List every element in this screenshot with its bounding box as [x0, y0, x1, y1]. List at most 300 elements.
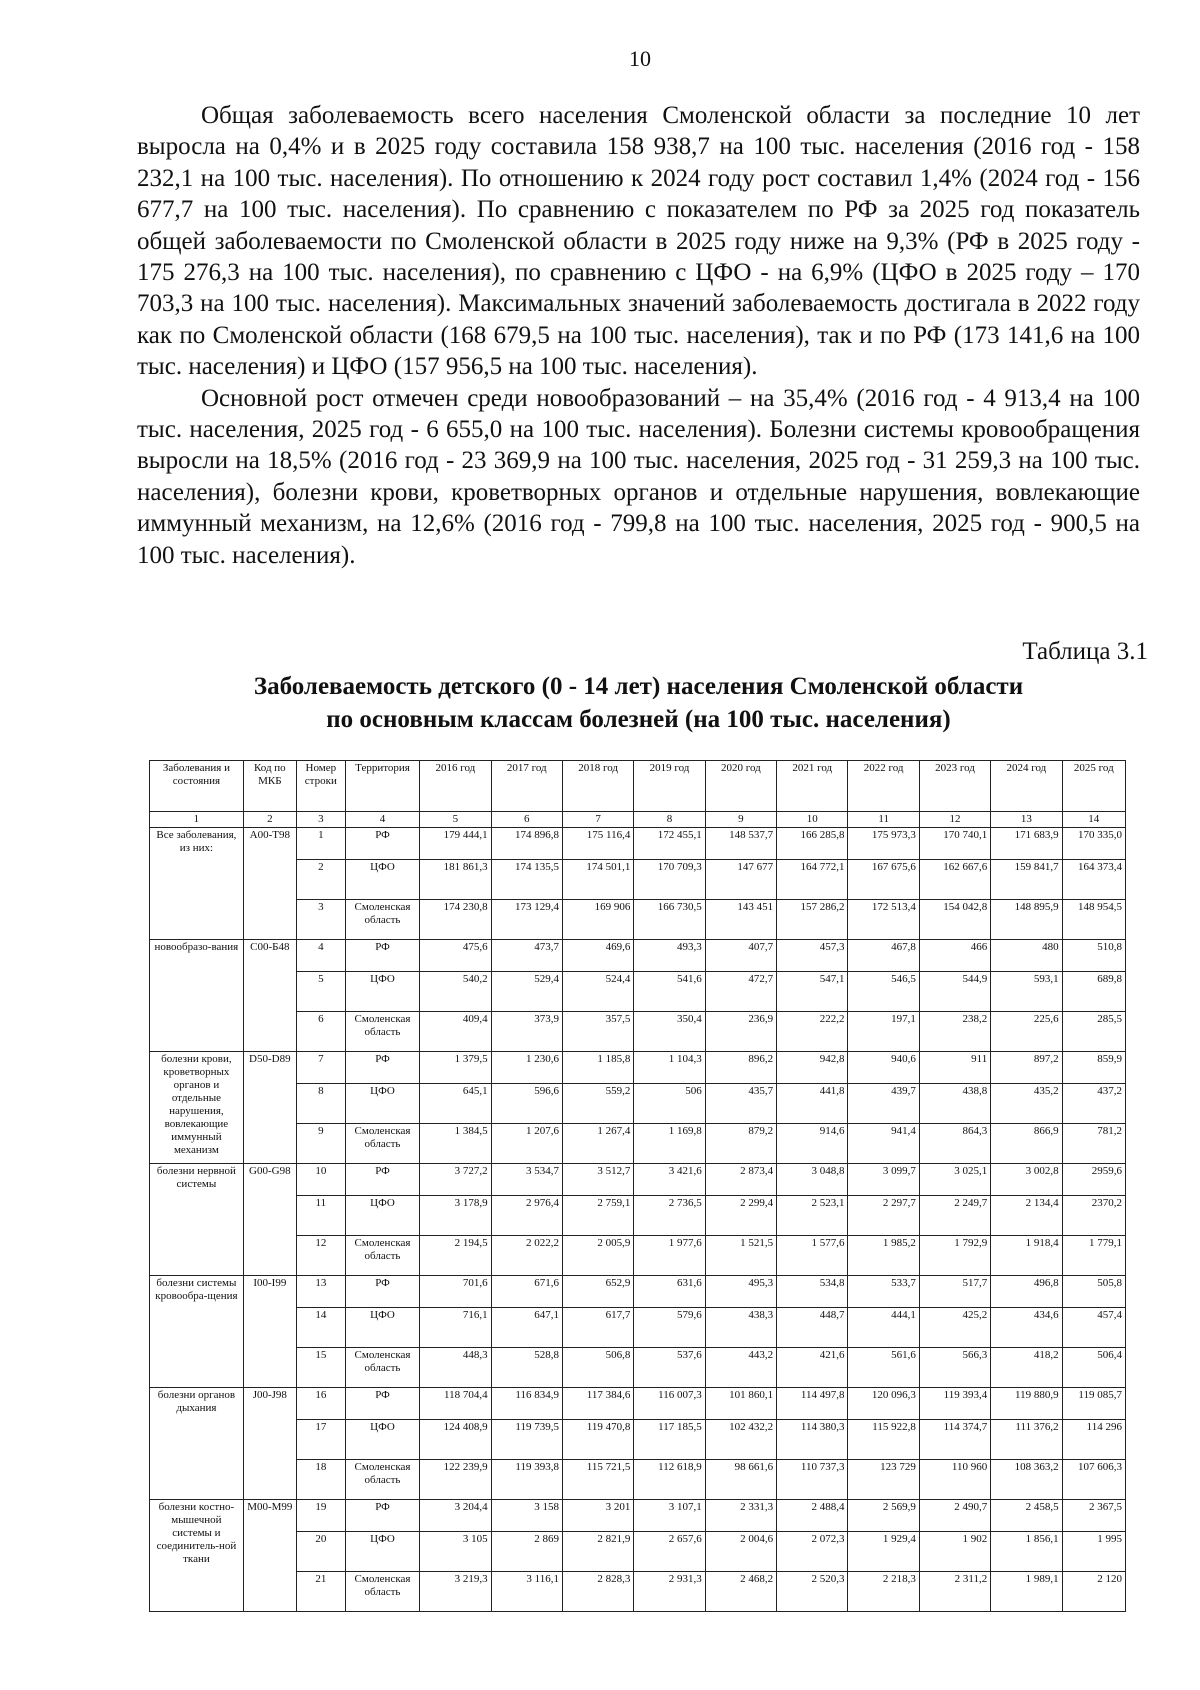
value-cell: 596,6: [491, 1084, 562, 1124]
value-cell: 2 873,4: [705, 1164, 776, 1196]
value-cell: 496,8: [991, 1276, 1062, 1308]
value-cell: 435,2: [991, 1084, 1062, 1124]
value-cell: 537,6: [634, 1348, 705, 1388]
value-cell: 528,8: [491, 1348, 562, 1388]
territory-cell: ЦФО: [345, 1420, 419, 1460]
value-cell: 540,2: [420, 972, 491, 1012]
value-cell: 170 740,1: [919, 828, 990, 860]
column-header: 2023 год: [919, 761, 990, 812]
value-cell: 197,1: [848, 1012, 919, 1052]
value-cell: 911: [919, 1052, 990, 1084]
value-cell: 1 779,1: [1062, 1236, 1125, 1276]
value-cell: 544,9: [919, 972, 990, 1012]
value-cell: 2 249,7: [919, 1196, 990, 1236]
table-title-line: по основным классам болезней (на 100 тыс. населения): [326, 706, 951, 733]
territory-cell: ЦФО: [345, 860, 419, 900]
value-cell: 914,6: [777, 1124, 848, 1164]
value-cell: 2 468,2: [705, 1572, 776, 1612]
value-cell: 617,7: [562, 1308, 633, 1348]
value-cell: 119 393,4: [919, 1388, 990, 1420]
column-header: Заболевания и состояния: [150, 761, 244, 812]
value-cell: 3 099,7: [848, 1164, 919, 1196]
value-cell: 896,2: [705, 1052, 776, 1084]
value-cell: 124 408,9: [420, 1420, 491, 1460]
value-cell: 2 311,2: [919, 1572, 990, 1612]
value-cell: 285,5: [1062, 1012, 1125, 1052]
territory-cell: Смоленская область: [345, 1124, 419, 1164]
table-row: [150, 1052, 1126, 1084]
value-cell: 122 239,9: [420, 1460, 491, 1500]
value-cell: 1 989,1: [991, 1572, 1062, 1612]
value-cell: 2 821,9: [562, 1532, 633, 1572]
value-cell: 174 896,8: [491, 828, 562, 860]
value-cell: 435,7: [705, 1084, 776, 1124]
table-title: [137, 670, 1140, 736]
row-number-cell: 16: [296, 1388, 345, 1420]
column-number: 12: [919, 812, 990, 828]
column-number: 11: [848, 812, 919, 828]
value-cell: 119 880,9: [991, 1388, 1062, 1420]
table-header-row: [150, 761, 1126, 812]
value-cell: 409,4: [420, 1012, 491, 1052]
value-cell: 3 116,1: [491, 1572, 562, 1612]
value-cell: 864,3: [919, 1124, 990, 1164]
column-header: Номер строки: [296, 761, 345, 812]
value-cell: 114 380,3: [777, 1420, 848, 1460]
value-cell: 3 219,3: [420, 1572, 491, 1612]
value-cell: 448,7: [777, 1308, 848, 1348]
value-cell: 457,3: [777, 940, 848, 972]
value-cell: 3 534,7: [491, 1164, 562, 1196]
value-cell: 472,7: [705, 972, 776, 1012]
column-number-row: [150, 812, 1126, 828]
column-number: 8: [634, 812, 705, 828]
value-cell: 879,2: [705, 1124, 776, 1164]
value-cell: 117 384,6: [562, 1388, 633, 1420]
disease-cell: болезни нервной системы: [150, 1164, 244, 1276]
disease-cell: болезни органов дыхания: [150, 1388, 244, 1500]
value-cell: 1 929,4: [848, 1532, 919, 1572]
row-number-cell: 3: [296, 900, 345, 940]
value-cell: 112 618,9: [634, 1460, 705, 1500]
row-number-cell: 14: [296, 1308, 345, 1348]
value-cell: 1 267,4: [562, 1124, 633, 1164]
column-number: 5: [420, 812, 491, 828]
value-cell: 438,8: [919, 1084, 990, 1124]
column-number: 4: [345, 812, 419, 828]
value-cell: 3 178,9: [420, 1196, 491, 1236]
value-cell: 148 895,9: [991, 900, 1062, 940]
table-row: [150, 1420, 1126, 1460]
value-cell: 2 657,6: [634, 1532, 705, 1572]
table-row: [150, 1308, 1126, 1348]
value-cell: 167 675,6: [848, 860, 919, 900]
row-number-cell: 19: [296, 1500, 345, 1532]
value-cell: 3 727,2: [420, 1164, 491, 1196]
row-number-cell: 20: [296, 1532, 345, 1572]
value-cell: 561,6: [848, 1348, 919, 1388]
territory-cell: РФ: [345, 1052, 419, 1084]
value-cell: 3 421,6: [634, 1164, 705, 1196]
value-cell: 110 737,3: [777, 1460, 848, 1500]
territory-cell: РФ: [345, 1276, 419, 1308]
territory-cell: ЦФО: [345, 972, 419, 1012]
value-cell: 166 285,8: [777, 828, 848, 860]
disease-cell: болезни костно-мышечной системы и соединитель-ной ткани: [150, 1500, 244, 1612]
icd-code-cell: M00-M99: [243, 1500, 296, 1612]
column-header: Территория: [345, 761, 419, 812]
icd-code-cell: С00-Б48: [243, 940, 296, 1052]
value-cell: 1 577,6: [777, 1236, 848, 1276]
value-cell: 373,9: [491, 1012, 562, 1052]
value-cell: 1 985,2: [848, 1236, 919, 1276]
disease-cell: болезни крови, кроветворных органов и отдельные нарушения, вовлекающие иммунный механизм: [150, 1052, 244, 1164]
value-cell: 171 683,9: [991, 828, 1062, 860]
table-row: [150, 828, 1126, 860]
value-cell: 159 841,7: [991, 860, 1062, 900]
row-number-cell: 21: [296, 1572, 345, 1612]
value-cell: 1 104,3: [634, 1052, 705, 1084]
value-cell: 111 376,2: [991, 1420, 1062, 1460]
column-header: 2016 год: [420, 761, 491, 812]
value-cell: 434,6: [991, 1308, 1062, 1348]
value-cell: 546,5: [848, 972, 919, 1012]
value-cell: 118 704,4: [420, 1388, 491, 1420]
value-cell: 421,6: [777, 1348, 848, 1388]
value-cell: 866,9: [991, 1124, 1062, 1164]
value-cell: 1 521,5: [705, 1236, 776, 1276]
value-cell: 116 834,9: [491, 1388, 562, 1420]
disease-cell: болезни системы кровообра-щения: [150, 1276, 244, 1388]
row-number-cell: 15: [296, 1348, 345, 1388]
value-cell: 181 861,3: [420, 860, 491, 900]
row-number-cell: 5: [296, 972, 345, 1012]
value-cell: 107 606,3: [1062, 1460, 1125, 1500]
paragraph: Основной рост отмечен среди новообразований – на 35,4% (2016 год - 4 913,4 на 100 тыс. населения, 2025 год - 6 655,0 на 100 тыс. населения). Болезни системы кровообращения выросли на 18,5% (2016 год - 23 369,9 на 100 тыс. населения, 2025 год - 31 259,3 на 100 тыс. населения), болезни крови, кроветворных органов и отдельные нарушения, вовлекающие иммунный механизм, на 12,6% (2016 год - 799,8 на 100 тыс. населения, 2025 год - 900,5 на 100 тыс. населения).: [137, 384, 1140, 569]
value-cell: 2 134,4: [991, 1196, 1062, 1236]
value-cell: 1 995: [1062, 1532, 1125, 1572]
value-cell: 506,8: [562, 1348, 633, 1388]
value-cell: 2 299,4: [705, 1196, 776, 1236]
value-cell: 2 022,2: [491, 1236, 562, 1276]
row-number-cell: 11: [296, 1196, 345, 1236]
column-number: 9: [705, 812, 776, 828]
value-cell: 2 367,5: [1062, 1500, 1125, 1532]
column-number: 2: [243, 812, 296, 828]
value-cell: 1 185,8: [562, 1052, 633, 1084]
value-cell: 1 169,8: [634, 1124, 705, 1164]
territory-cell: Смоленская область: [345, 1012, 419, 1052]
value-cell: 645,1: [420, 1084, 491, 1124]
territory-cell: ЦФО: [345, 1308, 419, 1348]
column-number: 6: [491, 812, 562, 828]
column-header: 2022 год: [848, 761, 919, 812]
value-cell: 117 185,5: [634, 1420, 705, 1460]
value-cell: 941,4: [848, 1124, 919, 1164]
value-cell: 2 569,9: [848, 1500, 919, 1532]
value-cell: 547,1: [777, 972, 848, 1012]
value-cell: 143 451: [705, 900, 776, 940]
table-row: [150, 1500, 1126, 1532]
value-cell: 701,6: [420, 1276, 491, 1308]
value-cell: 157 286,2: [777, 900, 848, 940]
territory-cell: Смоленская область: [345, 1348, 419, 1388]
value-cell: 444,1: [848, 1308, 919, 1348]
table-row: [150, 1164, 1126, 1196]
value-cell: 172 455,1: [634, 828, 705, 860]
icd-code-cell: J00-J98: [243, 1388, 296, 1500]
row-number-cell: 10: [296, 1164, 345, 1196]
value-cell: 529,4: [491, 972, 562, 1012]
territory-cell: ЦФО: [345, 1084, 419, 1124]
value-cell: 357,5: [562, 1012, 633, 1052]
value-cell: 495,3: [705, 1276, 776, 1308]
disease-cell: Все заболевания, из них:: [150, 828, 244, 940]
territory-cell: ЦФО: [345, 1532, 419, 1572]
value-cell: 170 335,0: [1062, 828, 1125, 860]
value-cell: 1 902: [919, 1532, 990, 1572]
value-cell: 147 677: [705, 860, 776, 900]
value-cell: 2370,2: [1062, 1196, 1125, 1236]
value-cell: 859,9: [1062, 1052, 1125, 1084]
column-header: 2025 год: [1062, 761, 1125, 812]
value-cell: 110 960: [919, 1460, 990, 1500]
value-cell: 443,2: [705, 1348, 776, 1388]
value-cell: 647,1: [491, 1308, 562, 1348]
value-cell: 942,8: [777, 1052, 848, 1084]
row-number-cell: 8: [296, 1084, 345, 1124]
column-header: Код по МКБ: [243, 761, 296, 812]
value-cell: 162 667,6: [919, 860, 990, 900]
value-cell: 1 230,6: [491, 1052, 562, 1084]
value-cell: 517,7: [919, 1276, 990, 1308]
table-label: Таблица 3.1: [1022, 638, 1148, 665]
value-cell: 2 828,3: [562, 1572, 633, 1612]
value-cell: 2 331,3: [705, 1500, 776, 1532]
value-cell: 781,2: [1062, 1124, 1125, 1164]
value-cell: 457,4: [1062, 1308, 1125, 1348]
value-cell: 505,8: [1062, 1276, 1125, 1308]
table-row: [150, 1236, 1126, 1276]
table-row: [150, 1196, 1126, 1236]
value-cell: 2 194,5: [420, 1236, 491, 1276]
value-cell: 475,6: [420, 940, 491, 972]
disease-cell: новообразо-вания: [150, 940, 244, 1052]
value-cell: 418,2: [991, 1348, 1062, 1388]
value-cell: 173 129,4: [491, 900, 562, 940]
row-number-cell: 12: [296, 1236, 345, 1276]
icd-code-cell: I00-I99: [243, 1276, 296, 1388]
value-cell: 716,1: [420, 1308, 491, 1348]
value-cell: 101 860,1: [705, 1388, 776, 1420]
value-cell: 510,8: [1062, 940, 1125, 972]
territory-cell: РФ: [345, 1164, 419, 1196]
table-row: [150, 1012, 1126, 1052]
row-number-cell: 7: [296, 1052, 345, 1084]
value-cell: 123 729: [848, 1460, 919, 1500]
value-cell: 2 488,4: [777, 1500, 848, 1532]
value-cell: 179 444,1: [420, 828, 491, 860]
table-row: [150, 1460, 1126, 1500]
value-cell: 236,9: [705, 1012, 776, 1052]
value-cell: 164 772,1: [777, 860, 848, 900]
value-cell: 652,9: [562, 1276, 633, 1308]
value-cell: 437,2: [1062, 1084, 1125, 1124]
value-cell: 506,4: [1062, 1348, 1125, 1388]
territory-cell: Смоленская область: [345, 900, 419, 940]
row-number-cell: 9: [296, 1124, 345, 1164]
morbidity-table: [149, 760, 1126, 1612]
value-cell: 493,3: [634, 940, 705, 972]
body-text: [137, 100, 1140, 571]
value-cell: 3 204,4: [420, 1500, 491, 1532]
value-cell: 1 918,4: [991, 1236, 1062, 1276]
column-number: 13: [991, 812, 1062, 828]
value-cell: 473,7: [491, 940, 562, 972]
value-cell: 689,8: [1062, 972, 1125, 1012]
value-cell: 148 954,5: [1062, 900, 1125, 940]
value-cell: 671,6: [491, 1276, 562, 1308]
row-number-cell: 6: [296, 1012, 345, 1052]
value-cell: 3 158: [491, 1500, 562, 1532]
value-cell: 102 432,2: [705, 1420, 776, 1460]
value-cell: 116 007,3: [634, 1388, 705, 1420]
column-header: 2024 год: [991, 761, 1062, 812]
value-cell: 466: [919, 940, 990, 972]
row-number-cell: 13: [296, 1276, 345, 1308]
value-cell: 174 230,8: [420, 900, 491, 940]
table-row: [150, 860, 1126, 900]
value-cell: 2 297,7: [848, 1196, 919, 1236]
value-cell: 448,3: [420, 1348, 491, 1388]
territory-cell: РФ: [345, 1388, 419, 1420]
value-cell: 350,4: [634, 1012, 705, 1052]
value-cell: 438,3: [705, 1308, 776, 1348]
row-number-cell: 4: [296, 940, 345, 972]
value-cell: 1 207,6: [491, 1124, 562, 1164]
paragraph: Общая заболеваемость всего населения Смоленской области за последние 10 лет выросла на 0,4% и в 2025 году составила 158 938,7 на 100 тыс. населения (2016 год - 158 232,1 на 100 тыс. населения). По отношению к 2024 году рост составил 1,4% (2024 год - 156 677,7 на 100 тыс. населения). По сравнению с показателем по РФ за 2025 год показатель общей заболеваемости по Смоленской области в 2025 году ниже на 9,3% (РФ в 2025 году - 175 276,3 на 100 тыс. населения), по сравнению с ЦФО - на 6,9% (ЦФО в 2025 году – 170 703,3 на 100 тыс. населения). Максимальных значений заболеваемость достигала в 2022 году как по Смоленской области (168 679,5 на 100 тыс. населения), так и по РФ (173 141,6 на 100 тыс. населения) и ЦФО (157 956,5 на 100 тыс. населения).: [137, 102, 1140, 381]
table-row: [150, 1084, 1126, 1124]
column-number: 3: [296, 812, 345, 828]
value-cell: 3 105: [420, 1532, 491, 1572]
value-cell: 480: [991, 940, 1062, 972]
value-cell: 108 363,2: [991, 1460, 1062, 1500]
value-cell: 120 096,3: [848, 1388, 919, 1420]
value-cell: 2 976,4: [491, 1196, 562, 1236]
table-row: [150, 1276, 1126, 1308]
value-cell: 534,8: [777, 1276, 848, 1308]
value-cell: 2 005,9: [562, 1236, 633, 1276]
column-header: 2017 год: [491, 761, 562, 812]
territory-cell: Смоленская область: [345, 1236, 419, 1276]
table-row: [150, 940, 1126, 972]
table-title-line: Заболеваемость детского (0 - 14 лет) населения Смоленской области: [253, 673, 1024, 700]
value-cell: 154 042,8: [919, 900, 990, 940]
value-cell: 169 906: [562, 900, 633, 940]
value-cell: 506: [634, 1084, 705, 1124]
value-cell: 114 296: [1062, 1420, 1125, 1460]
value-cell: 533,7: [848, 1276, 919, 1308]
value-cell: 524,4: [562, 972, 633, 1012]
territory-cell: РФ: [345, 828, 419, 860]
value-cell: 425,2: [919, 1308, 990, 1348]
value-cell: 119 085,7: [1062, 1388, 1125, 1420]
territory-cell: ЦФО: [345, 1196, 419, 1236]
value-cell: 2 520,3: [777, 1572, 848, 1612]
value-cell: 897,2: [991, 1052, 1062, 1084]
column-header: 2019 год: [634, 761, 705, 812]
value-cell: 2 736,5: [634, 1196, 705, 1236]
row-number-cell: 1: [296, 828, 345, 860]
territory-cell: РФ: [345, 1500, 419, 1532]
value-cell: 2959,6: [1062, 1164, 1125, 1196]
value-cell: 166 730,5: [634, 900, 705, 940]
column-number: 1: [150, 812, 244, 828]
value-cell: 2 759,1: [562, 1196, 633, 1236]
table-row: [150, 1532, 1126, 1572]
value-cell: 2 218,3: [848, 1572, 919, 1612]
value-cell: 222,2: [777, 1012, 848, 1052]
table-row: [150, 1124, 1126, 1164]
value-cell: 238,2: [919, 1012, 990, 1052]
value-cell: 566,3: [919, 1348, 990, 1388]
column-header: 2021 год: [777, 761, 848, 812]
value-cell: 164 373,4: [1062, 860, 1125, 900]
column-header: 2018 год: [562, 761, 633, 812]
table-row: [150, 1388, 1126, 1420]
value-cell: 2 523,1: [777, 1196, 848, 1236]
row-number-cell: 2: [296, 860, 345, 900]
page-number: 10: [629, 46, 651, 71]
value-cell: 115 922,8: [848, 1420, 919, 1460]
value-cell: 631,6: [634, 1276, 705, 1308]
value-cell: 1 384,5: [420, 1124, 491, 1164]
value-cell: 940,6: [848, 1052, 919, 1084]
value-cell: 2 004,6: [705, 1532, 776, 1572]
icd-code-cell: D50-D89: [243, 1052, 296, 1164]
value-cell: 2 458,5: [991, 1500, 1062, 1532]
value-cell: 407,7: [705, 940, 776, 972]
value-cell: 3 201: [562, 1500, 633, 1532]
value-cell: 439,7: [848, 1084, 919, 1124]
value-cell: 114 497,8: [777, 1388, 848, 1420]
value-cell: 579,6: [634, 1308, 705, 1348]
value-cell: 2 869: [491, 1532, 562, 1572]
value-cell: 114 374,7: [919, 1420, 990, 1460]
row-number-cell: 18: [296, 1460, 345, 1500]
value-cell: 2 120: [1062, 1572, 1125, 1612]
value-cell: 3 048,8: [777, 1164, 848, 1196]
value-cell: 3 107,1: [634, 1500, 705, 1532]
territory-cell: РФ: [345, 940, 419, 972]
value-cell: 225,6: [991, 1012, 1062, 1052]
table-row: [150, 972, 1126, 1012]
value-cell: 3 002,8: [991, 1164, 1062, 1196]
value-cell: 115 721,5: [562, 1460, 633, 1500]
column-number: 10: [777, 812, 848, 828]
value-cell: 469,6: [562, 940, 633, 972]
value-cell: 1 379,5: [420, 1052, 491, 1084]
column-number: 14: [1062, 812, 1125, 828]
value-cell: 119 470,8: [562, 1420, 633, 1460]
column-header: 2020 год: [705, 761, 776, 812]
icd-code-cell: G00-G98: [243, 1164, 296, 1276]
value-cell: 541,6: [634, 972, 705, 1012]
value-cell: 175 116,4: [562, 828, 633, 860]
value-cell: 98 661,6: [705, 1460, 776, 1500]
value-cell: 2 490,7: [919, 1500, 990, 1532]
territory-cell: Смоленская область: [345, 1572, 419, 1612]
